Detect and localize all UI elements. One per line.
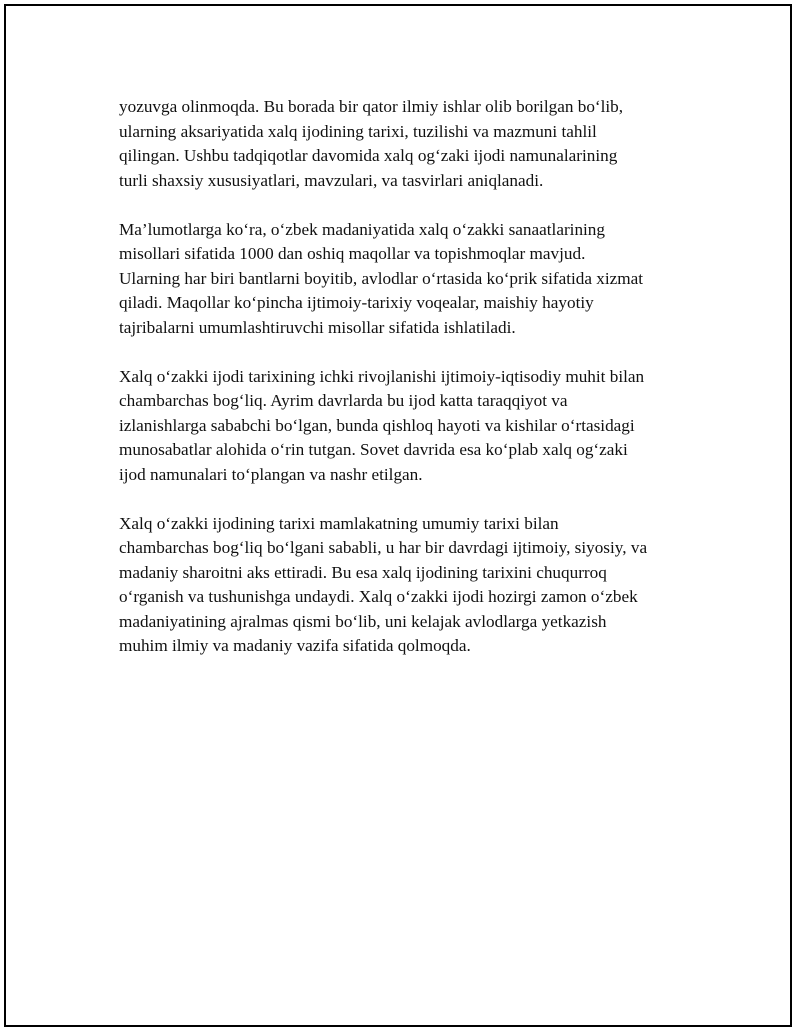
paragraph-4 <box>119 512 699 659</box>
text-line: tajribalarni umumlashtiruvchi misollar sifatida ishlatiladi. <box>119 317 516 337</box>
document-page <box>4 4 792 1027</box>
text-line: chambarchas bog‘liq. Ayrim davrlarda bu ijod katta taraqqiyot va <box>119 391 568 410</box>
text-line: Xalq o‘zakki ijodi tarixining ichki rivojlanishi ijtimoiy-iqtisodiy muhit bilan <box>119 366 645 386</box>
text-line: munosabatlar alohida o‘rin tutgan. Sovet davrida esa ko‘plab xalq og‘zaki <box>119 440 628 459</box>
text-line: o‘rganish va tushunishga undaydi. Xalq o‘zakki ijodi hozirgi zamon o‘zbek <box>119 587 638 606</box>
text-line: madaniyatining ajralmas qismi bo‘lib, uni kelajak avlodlarga yetkazish <box>119 611 607 631</box>
text-line: turli shaxsiy xususiyatlari, mavzulari, va tasvirlari aniqlanadi. <box>119 170 544 190</box>
text-line: ularning aksariyatida xalq ijodining tarixi, tuzilishi va mazmuni tahlil <box>119 121 597 141</box>
text-line: ijod namunalari to‘plangan va nashr etilgan. <box>119 464 423 484</box>
text-line: qiladi. Maqollar ko‘pincha ijtimoiy-tarixiy voqealar, maishiy hayotiy <box>119 293 594 312</box>
text-line: yozuvga olinmoqda. Bu borada bir qator ilmiy ishlar olib borilgan bo‘lib, <box>119 97 624 116</box>
text-line: qilingan. Ushbu tadqiqotlar davomida xalq og‘zaki ijodi namunalarining <box>119 146 618 165</box>
paragraph-1 <box>119 95 699 193</box>
text-line: misollari sifatida 1000 dan oshiq maqollar va topishmoqlar mavjud. <box>119 244 586 263</box>
paragraph-3 <box>119 365 699 488</box>
text-line: Xalq o‘zakki ijodining tarixi mamlakatning umumiy tarixi bilan <box>119 513 559 533</box>
text-line: muhim ilmiy va madaniy vazifa sifatida qolmoqda. <box>119 636 471 655</box>
document-body <box>119 95 699 683</box>
text-line: Ularning har biri bantlarni boyitib, avlodlar o‘rtasida ko‘prik sifatida xizmat <box>119 268 644 288</box>
text-line: madaniy sharoitni aks ettiradi. Bu esa xalq ijodining tarixini chuqurroq <box>119 562 607 582</box>
text-line: izlanishlarga sababchi bo‘lgan, bunda qishloq hayoti va kishilar o‘rtasidagi <box>119 415 635 435</box>
text-line: Ma’lumotlarga ko‘ra, o‘zbek madaniyatida xalq o‘zakki sanaatlarining <box>119 219 605 239</box>
paragraph-2 <box>119 218 699 341</box>
text-line: chambarchas bog‘liq bo‘lgani sababli, u har bir davrdagi ijtimoiy, siyosiy, va <box>119 538 648 557</box>
